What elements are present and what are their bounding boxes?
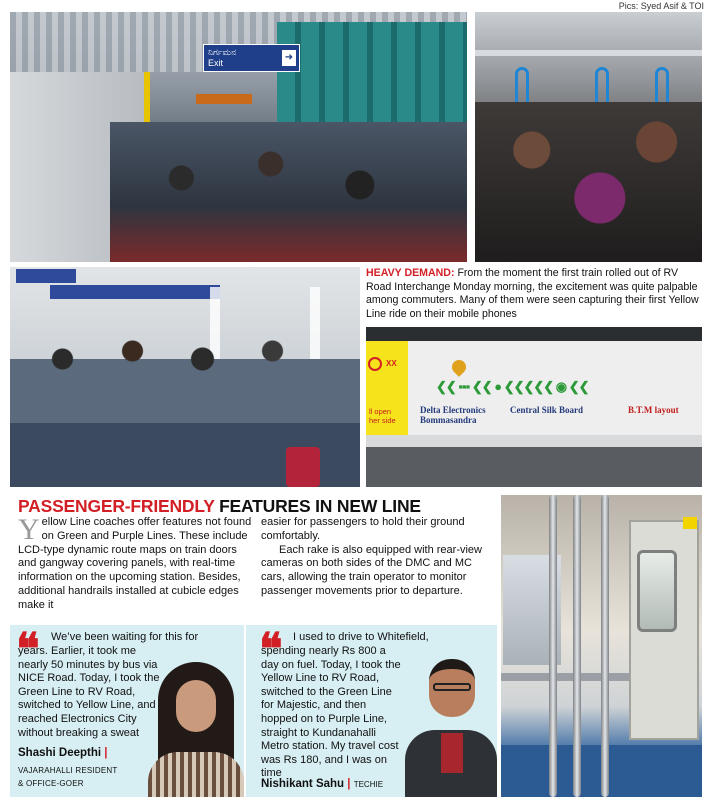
route-display-photo bbox=[366, 327, 702, 487]
quote-author: Shashi Deepthi | bbox=[18, 747, 108, 759]
concourse-photo bbox=[10, 267, 360, 487]
passengers bbox=[475, 102, 702, 262]
feature-column-2 bbox=[261, 516, 497, 599]
exit-sign-kannada: ನಿರ್ಗಮನ bbox=[208, 47, 237, 57]
handrail bbox=[501, 673, 629, 681]
running-person-exit-icon: ➜ bbox=[282, 50, 296, 66]
quote-author-role: VAJARAHALLI RESIDENT bbox=[18, 766, 118, 775]
overhead-rail bbox=[475, 50, 702, 56]
avatar bbox=[148, 662, 244, 797]
station-platform-photo bbox=[10, 12, 467, 262]
quote-author: Nishikant Sahu | TECHIE bbox=[261, 778, 384, 790]
feature-heading-black: FEATURES IN NEW LINE bbox=[214, 496, 421, 516]
door-window bbox=[637, 550, 677, 632]
caption-text: From the moment the first train rolled out of RV Road Interchange Monday morning, the excitement was quite palpable among commuters. Many of them were seen capturing their first Yellow Line ride on their mobile phones bbox=[366, 267, 699, 320]
grab-pole bbox=[549, 495, 557, 797]
quote-mark-icon: ❝ bbox=[259, 625, 283, 674]
quote-text: years. Earlier, it took me nearly 50 minutes by bus via NICE Road. Today, I took the Green Line to RV Road, switched to Yellow Line, and reached Electronics City without breaking a sweat bbox=[18, 645, 160, 739]
feature-column-1 bbox=[18, 513, 252, 613]
commuter-crowd bbox=[110, 122, 467, 262]
station-label: Delta Electronics Bommasandra bbox=[420, 405, 486, 425]
suitcase bbox=[286, 447, 320, 487]
concourse-sign bbox=[50, 285, 220, 299]
photo-credit: Pics: Syed Asif & TOI bbox=[618, 1, 704, 11]
route-direction-arrows: ❮❮ ▪▪▪ ❮❮ ● ❮❮❮❮❮ ◉ ❮❮ bbox=[436, 379, 589, 394]
feature-text-2: easier for passengers to hold their ground comfortably. bbox=[261, 516, 465, 542]
station-label: B.T.M layout bbox=[628, 405, 679, 415]
feature-heading bbox=[18, 496, 421, 517]
quote-author-role: TECHIE bbox=[353, 780, 384, 789]
door-open-text: ll open her side bbox=[369, 407, 396, 425]
quote-first-line: We’ve been waiting for this for bbox=[51, 631, 199, 643]
warning-label-icon bbox=[683, 517, 697, 529]
quote-author-role: & OFFICE-GOER bbox=[18, 779, 84, 788]
coach-interior-photo bbox=[501, 495, 702, 797]
coach-crowd-photo bbox=[475, 12, 702, 262]
quote-mark-icon: ❝ bbox=[16, 625, 40, 674]
drop-cap: Y bbox=[18, 513, 40, 546]
quote-text: spending nearly Rs 800 a day on fuel. Today, I took the Yellow Line to RV Road, switched to the Green Line for Majestic, and then hopped on to Purple Line, straight to Kundanahalli Metro station. My travel cost was Rs 180, and I was on time bbox=[261, 645, 401, 780]
quote-first-line: I used to drive to Whitefield, bbox=[293, 631, 429, 643]
caption-heading: HEAVY DEMAND: bbox=[366, 267, 455, 279]
secondary-sign bbox=[196, 94, 252, 104]
door-xx-mark: XX bbox=[386, 359, 397, 368]
feature-text-3: Each rake is also equipped with rear-view cameras on both sides of the DMC and MC cars, allowing the train operator to monitor passenger movements prior to departure. bbox=[261, 543, 482, 597]
avatar bbox=[405, 655, 497, 797]
concourse-sign bbox=[16, 269, 76, 283]
exit-sign bbox=[203, 44, 300, 72]
no-entry-icon bbox=[368, 357, 382, 371]
photo-caption bbox=[366, 267, 702, 321]
grab-pole bbox=[601, 495, 609, 797]
feature-heading-red: PASSENGER-FRIENDLY bbox=[18, 496, 215, 516]
exit-sign-english: Exit bbox=[208, 58, 224, 68]
feature-text-1: ellow Line coaches offer features not found on Green and Purple Lines. These include LCD-type dynamic route maps on train doors and gangway covering panels, with real-time information on the upcoming station. Besides, additional handrails installed at cubicle edges make it bbox=[18, 516, 252, 611]
station-label: Central Silk Board bbox=[510, 405, 584, 415]
grab-pole bbox=[573, 495, 581, 797]
